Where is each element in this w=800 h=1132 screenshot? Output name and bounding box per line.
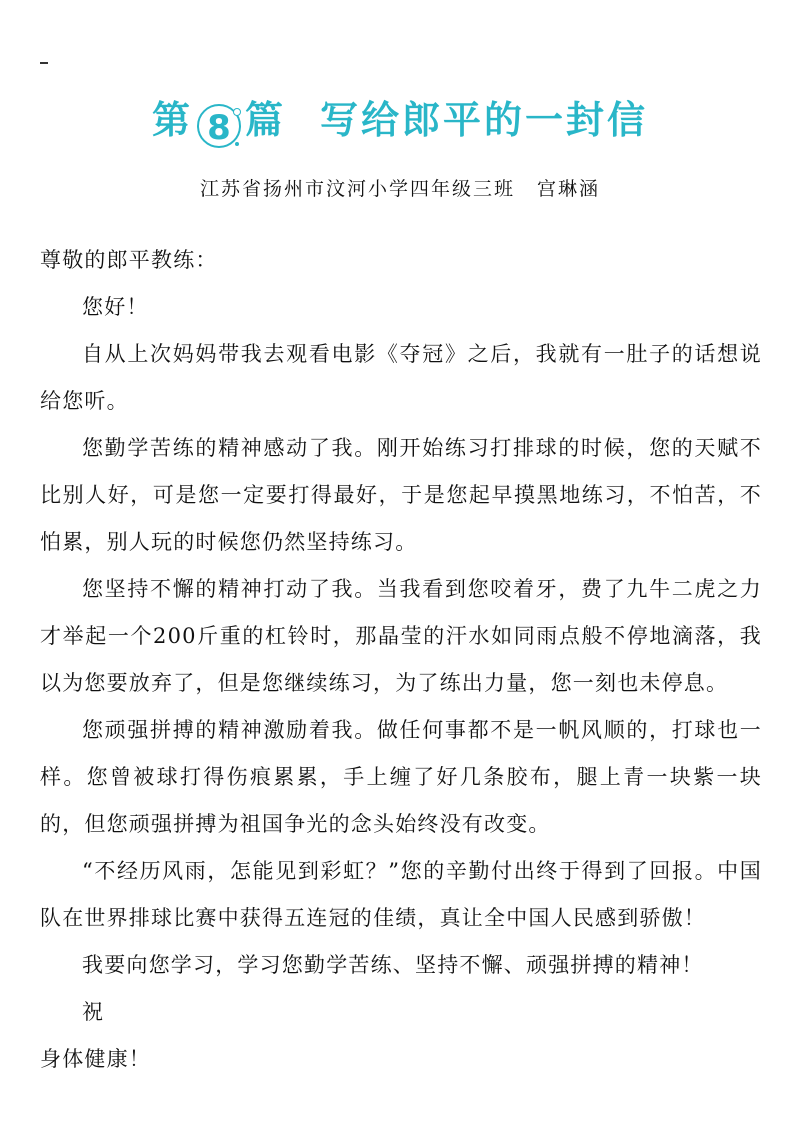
byline xyxy=(0,174,800,204)
article-title xyxy=(0,92,800,148)
badge-orbit-icon xyxy=(233,108,241,116)
letter-paragraph: 我要向您学习，学习您勤学苦练、坚持不懈、顽强拼搏的精神！ xyxy=(82,953,704,977)
letter-greeting: 您好！ xyxy=(82,295,149,319)
letter-paragraph: 自从上次妈妈带我去观看电影《夺冠》之后，我就有一肚子的话想说给您听。 xyxy=(40,342,762,413)
letter-body xyxy=(40,237,762,1083)
letter-salutation: 尊敬的郎平教练： xyxy=(40,248,218,272)
letter-closing-blessing: 身体健康！ xyxy=(40,1047,151,1071)
badge-dot-icon xyxy=(235,142,239,146)
corner-mark xyxy=(40,62,48,64)
byline-author: 宫琳涵 xyxy=(537,178,601,200)
letter-paragraph: 您勤学苦练的精神感动了我。刚开始练习打排球的时候，您的天赋不比别人好，可是您一定要打得最好，于是您起早摸黑地练习，不怕苦，不怕累，别人玩的时候您仍然坚持练习。 xyxy=(40,436,762,554)
letter-paragraph: “不经历风雨，怎能见到彩虹？”您的辛勤付出终于得到了回报。中国队在世界排球比赛中获得五连冠的佳绩，真让全中国人民感到骄傲！ xyxy=(40,859,762,930)
letter-closing-wish: 祝 xyxy=(82,1000,105,1024)
title-text: 写给郎平的一封信 xyxy=(320,98,649,142)
title-prefix: 第 xyxy=(151,98,193,142)
title-suffix: 篇 xyxy=(244,98,286,142)
chapter-number-badge xyxy=(197,104,241,148)
letter-paragraph: 您顽强拼搏的精神激励着我。做任何事都不是一帆风顺的，打球也一样。您曾被球打得伤痕累累，手上缠了好几条胶布，腿上青一块紫一块的，但您顽强拼搏为祖国争光的念头始终没有改变。 xyxy=(40,718,762,836)
letter-paragraph: 您坚持不懈的精神打动了我。当我看到您咬着牙，费了九牛二虎之力才举起一个200斤重的杠铃时，那晶莹的汗水如同雨点般不停地滴落，我以为您要放弃了，但是您继续练习，为了练出力量，您一刻也未停息。 xyxy=(40,577,762,695)
byline-school: 江苏省扬州市汶河小学四年级三班 xyxy=(199,178,515,200)
chapter-number: 8 xyxy=(207,108,231,148)
